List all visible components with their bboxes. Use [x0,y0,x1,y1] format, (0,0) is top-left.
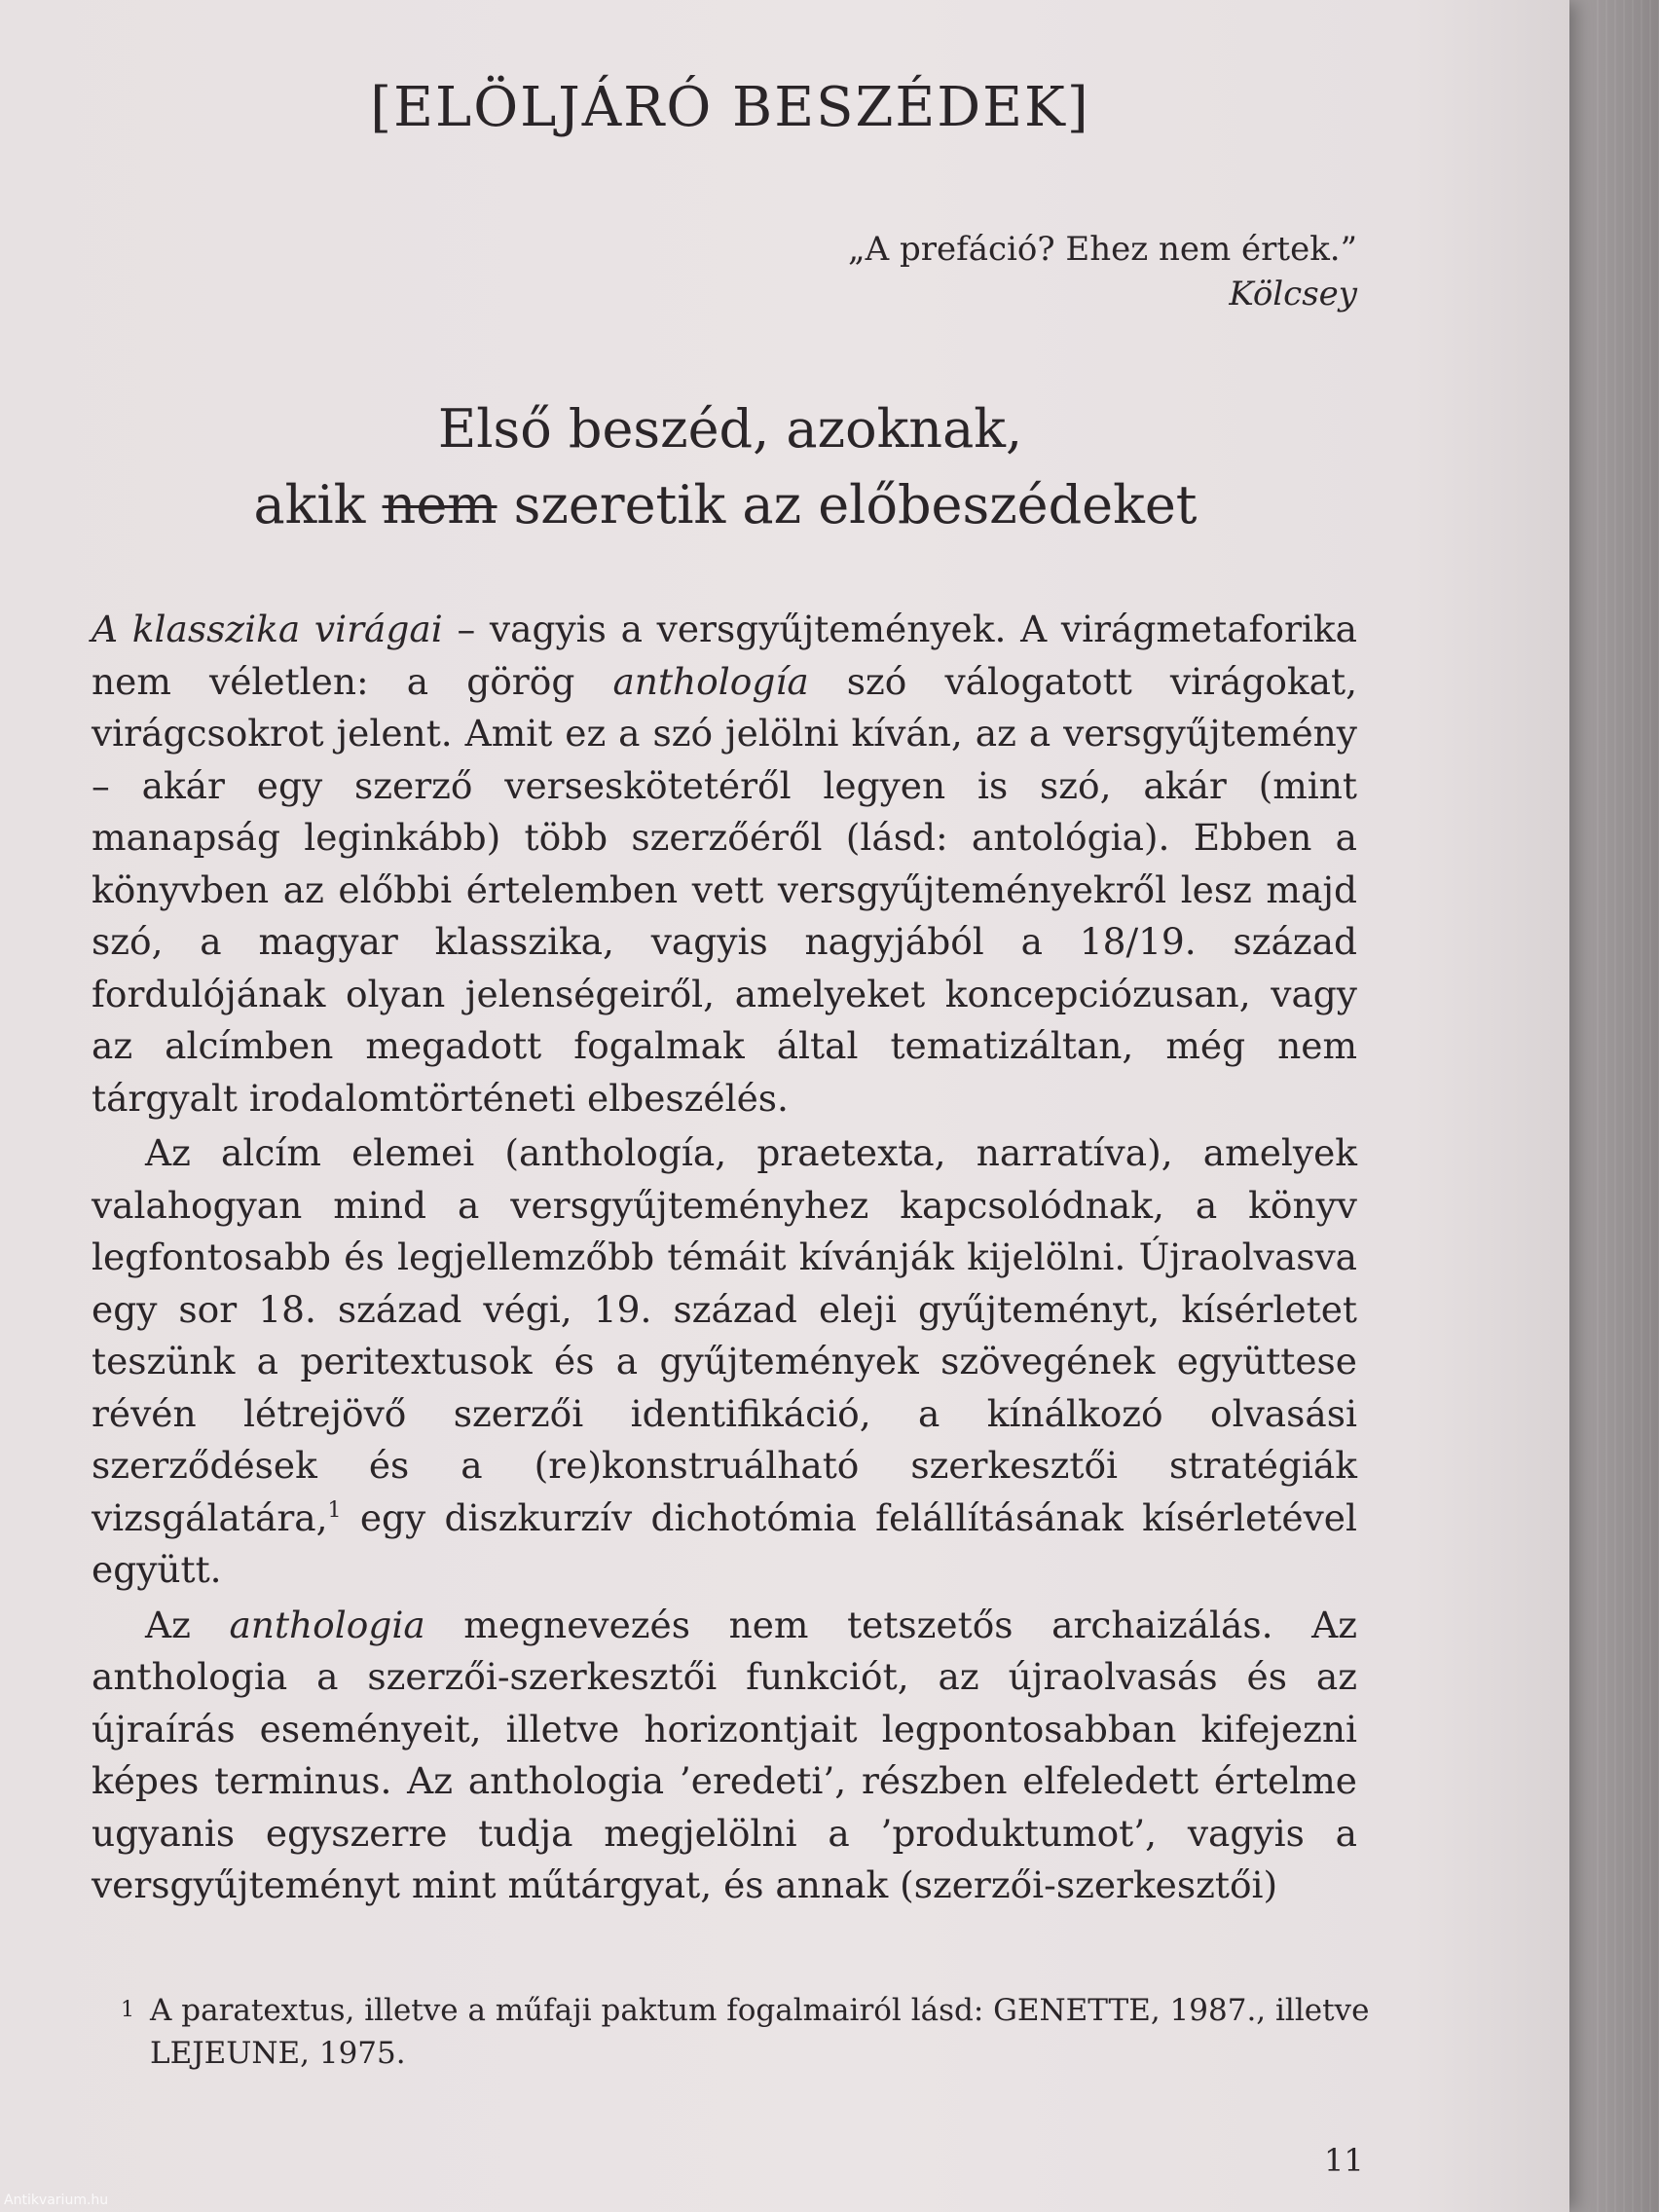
paragraph-2-text-a: Az alcím elemei (anthología, praetexta, narratíva), amelyek valahogyan mind a versgyűjteményhez kapcsolódnak, a könyv legfontosabb és legjellemzőbb témáit kívánják kijelölni. Újraolvasva egy sor 18. század végi, 19. század eleji gyűjteményt, kísérletet teszünk a peritextusok és a gyűjtemények szövegének együttese révén létrejövő szerzői identifikáció, a kínálkozó olvasási szerződések és a (re)konstruálható szerkesztői stratégiák vizsgálatára, [92,1131,1357,1539]
epigraph-author: Kölcsey [1229,275,1357,313]
heading-line-1: Első beszéd, azoknak, [437,398,1023,460]
paragraph-1-italic-lead: A klasszika virágai [92,608,443,650]
section-heading [0,391,1460,543]
epigraph [848,227,1357,316]
paragraph-1-text-b: szó válogatott virágokat, virágcsokrot jelent. Amit ez a szó jelölni kíván, az a versgyűjtemény – akár egy szerző verseskötetéről legyen is szó, akár (mint manapság leginkább) több szerzőéről (lásd: antológia). Ebben a könyvben az előbbi értelemben vett versgyűjteményekről lesz majd szó, a magyar klasszika, vagyis nagyjából a 18/19. század fordulójának olyan jelenségeiről, amelyeket koncepciózusan, vagy az alcímben megadott fogalmak által tematizáltan, még nem tárgyalt irodalomtörténeti elbeszélés. [92,659,1358,1120]
epigraph-quote: „A prefáció? Ehez nem értek.” [848,230,1357,269]
chapter-title: [ELÖLJÁRÓ BESZÉDEK] [370,76,1090,139]
heading-line-2 [0,467,1460,543]
paragraph-1 [92,604,1357,1124]
paragraph-3-text-b: megnevezés nem tetszetős archaizálás. Az anthologia a szerzői-szerkesztői funkciót, az újraolvasás és az újraírás eseményeit, illetve horizontjait legpontosabban kifejezni képes terminus. Az anthologia ’eredeti’, részben elfeledett értelme ugyanis egyszerre tudja megjelölni a ’produktumot’, vagyis a versgyűjteményt mint műtárgyat, és annak (szerzői-szerkesztői) [92,1603,1357,1906]
paragraph-2-text-b: egy diszkurzív dichotómia felállításának kísérletével együtt. [92,1495,1357,1591]
paragraph-1-text-a: – vagyis a versgyűjtemények. A virágmetaforika nem véletlen: a görög [92,608,1357,703]
watermark: Antikvarium.hu [4,2193,109,2208]
book-edge-texture [1597,0,1659,2212]
paragraph-3-italic-term: anthologia [229,1603,425,1646]
page-number: 11 [1324,2142,1364,2179]
paragraph-3-text-a: Az [145,1603,230,1646]
footnote-mark: 1 [121,1998,134,2022]
footnote-text: A paratextus, illetve a műfaji paktum fogalmairól lásd: GENETTE, 1987., illetve LEJEUNE, 1975. [150,1993,1370,2071]
body-text [92,604,1357,1912]
footnote [121,1989,1377,2075]
footnote-reference[interactable]: 1 [327,1497,342,1523]
paragraph-3 [92,1600,1357,1912]
heading-line-2-end: szeretik az előbeszédeket [497,474,1198,535]
heading-strikethrough-word: nem [382,474,498,535]
paragraph-1-italic-term: anthología [612,659,809,703]
paragraph-2 [92,1127,1357,1597]
heading-line-2-start: akik [253,474,383,535]
